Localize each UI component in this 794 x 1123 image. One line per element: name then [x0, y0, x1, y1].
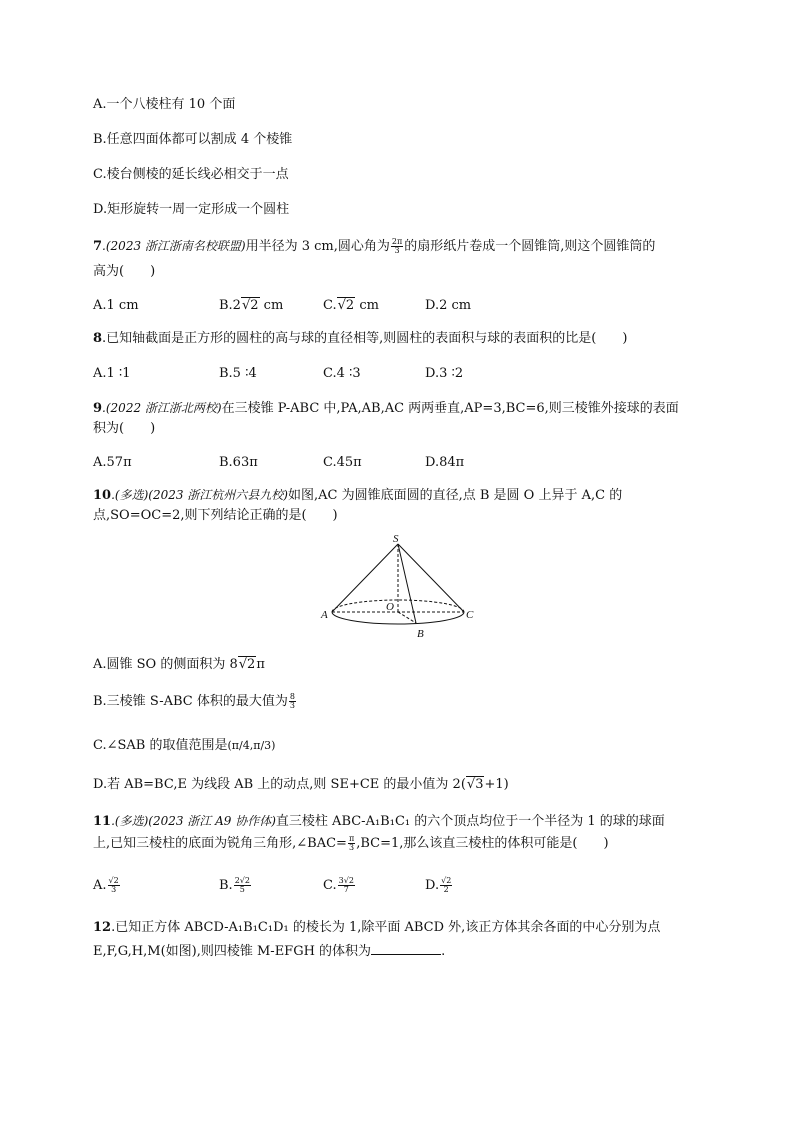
q7-number: 7 — [93, 239, 103, 254]
q8-option-d: D.3 ∶2 — [425, 366, 464, 381]
q7-option-c: C.√2 cm — [323, 298, 379, 313]
q7-option-d: D.2 cm — [425, 298, 472, 313]
q11-option-d: D. $\frac{√2}{2}$ — [425, 876, 452, 894]
q12-answer-blank[interactable] — [371, 942, 441, 955]
q6-option-d: D.矩形旋转一周一定形成一个圆柱 — [93, 202, 290, 217]
q8-option-c: C.4 ∶3 — [323, 366, 361, 381]
q8-option-a: A.1 ∶1 — [93, 366, 131, 381]
cone-figure — [318, 532, 480, 642]
q9-option-c: C.45π — [323, 455, 362, 470]
q8-option-b: B.5 ∶4 — [219, 366, 257, 381]
q7-text-cont: 的扇形纸片卷成一个圆锥筒,则这个圆锥筒的 — [404, 239, 656, 254]
label-b: B — [417, 628, 424, 640]
q6-option-c: C.棱台侧棱的延长线必相交于一点 — [93, 167, 289, 182]
q12-stem: 12.已知正方体 ABCD-A₁B₁C₁D₁ 的棱长为 1,除平面 ABCD 外,该正方体其余各面的中心分别为点 — [93, 920, 661, 935]
label-s: S — [393, 533, 399, 545]
q6-option-a: A.一个八棱柱有 10 个面 — [93, 97, 236, 112]
q10-option-a: A.圆锥 SO 的侧面积为 8√2π — [93, 657, 265, 672]
q7-option-b: B.2√2 cm — [219, 298, 284, 313]
q11-stem-line2: 上,已知三棱柱的底面为锐角三角形,∠BAC= $\frac{\pi}{3}$ ,BC=1,那么该直三棱柱的体积可能是( ) — [93, 834, 609, 852]
q12-stem-line2: E,F,G,H,M(如图),则四棱锥 M-EFGH 的体积为 . — [93, 944, 446, 959]
q10-option-d: D.若 AB=BC,E 为线段 AB 上的动点,则 SE+CE 的最小值为 2(√3+1) — [93, 777, 509, 792]
q7-stem — [93, 237, 655, 256]
q11-option-a: A. $\frac{√2}{3}$ — [93, 876, 119, 894]
q11-option-c: C. $\frac{3√2}{7}$ — [323, 876, 354, 894]
label-o: O — [386, 601, 394, 613]
cone-segment-ob — [398, 612, 416, 623]
q10-stem: 10.(多选)(2023 浙江杭州六县九校)如图,AC 为圆锥底面圆的直径,点 B 是圆 O 上异于 A,C 的 — [93, 488, 623, 503]
q9-stem-line2: 积为( ) — [93, 421, 156, 436]
q7-text: 用半径为 3 cm,圆心角为 — [245, 239, 390, 254]
q7-angle-fraction: $\frac{2\pi}{3}$ — [391, 237, 403, 255]
label-c: C — [466, 609, 474, 621]
label-a: A — [321, 609, 328, 621]
q10-option-b: B.三棱锥 S-ABC 体积的最大值为 $\frac{8}{3}$ — [93, 692, 295, 710]
cone-edge-sb — [398, 544, 416, 623]
q9-option-d: D.84π — [425, 455, 465, 470]
q7-option-a: A.1 cm — [93, 298, 139, 313]
q7-stem-line2: 高为( ) — [93, 264, 156, 279]
q9-option-a: A.57π — [93, 455, 132, 470]
q9-option-b: B.63π — [219, 455, 258, 470]
q8-stem: 8.已知轴截面是正方形的圆柱的高与球的直径相等,则圆柱的表面积与球的表面积的比是( ) — [93, 331, 628, 346]
q6-option-b: B.任意四面体都可以割成 4 个棱锥 — [93, 132, 293, 147]
q11-option-b: B. $\frac{2√2}{5}$ — [219, 876, 250, 894]
q11-stem: 11.(多选)(2023 浙江 A9 协作体)直三棱柱 ABC-A₁B₁C₁ 的六个顶点均位于一个半径为 1 的球的球面 — [93, 814, 665, 829]
q7-source: .(2023 浙江浙南名校联盟) — [102, 239, 246, 253]
q10-stem-line2: 点,SO=OC=2,则下列结论正确的是( ) — [93, 508, 338, 523]
q10-option-c: C.∠SAB 的取值范围是(π/4,π/3) — [93, 738, 276, 753]
cone-base-front — [332, 612, 464, 624]
q9-stem: 9.(2022 浙江浙北两校)在三棱锥 P-ABC 中,PA,AB,AC 两两垂直,AP=3,BC=6,则三棱锥外接球的表面 — [93, 401, 679, 416]
